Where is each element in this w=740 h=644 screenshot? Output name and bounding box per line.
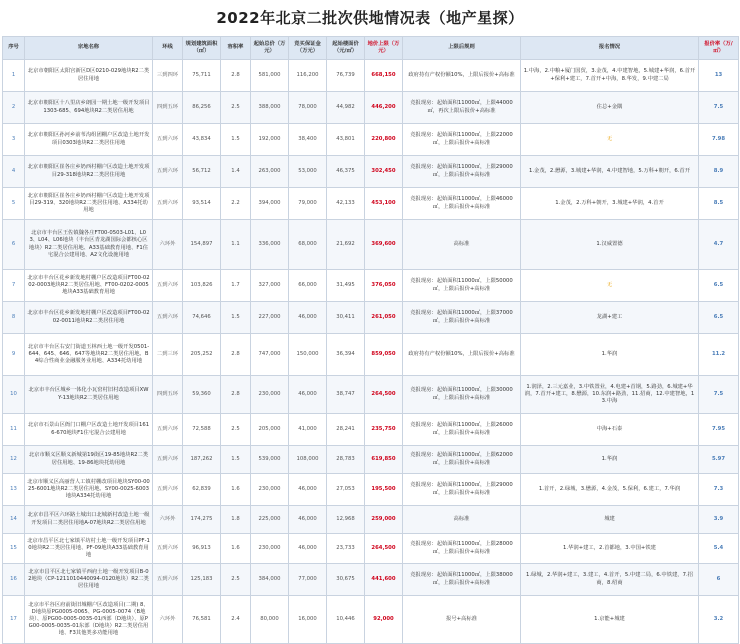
cell-floor: 7.5 bbox=[699, 92, 739, 124]
table-row bbox=[3, 446, 739, 474]
cell-rule: 竞报现房：起始面积11000㎡，上限29000㎡，上限后报价+高标准 bbox=[403, 156, 521, 188]
cell-deposit: 150,000 bbox=[289, 334, 327, 376]
cell-index: 13 bbox=[3, 474, 25, 506]
cell-floor: 6.5 bbox=[699, 270, 739, 302]
cell-index: 4 bbox=[3, 156, 25, 188]
cell-far: 1.5 bbox=[221, 446, 251, 474]
cell-floor: 13 bbox=[699, 60, 739, 92]
cell-price: 384,000 bbox=[251, 564, 289, 596]
cell-price: 227,000 bbox=[251, 302, 289, 334]
cell-area: 74,646 bbox=[183, 302, 221, 334]
cell-unit: 27,053 bbox=[327, 474, 365, 506]
cell-price: 230,000 bbox=[251, 376, 289, 414]
table-row bbox=[3, 334, 739, 376]
land-supply-table bbox=[2, 36, 739, 644]
header-price: 起始总价（万元） bbox=[251, 37, 289, 60]
cell-floor: 3.9 bbox=[699, 506, 739, 534]
cell-rule: 竞报现房：起始面积11000㎡，上限30000㎡，上限后报价+高标准 bbox=[403, 376, 521, 414]
page-title: 2022年北京二批次供地情况表（地产星探） bbox=[216, 9, 524, 27]
cell-area: 76,581 bbox=[183, 596, 221, 644]
cell-far: 1.7 bbox=[221, 270, 251, 302]
cell-rule: 竞报现房：起始面积11000㎡，上限37000㎡，上限后报价+高标准 bbox=[403, 302, 521, 334]
cell-cap: 259,000 bbox=[365, 506, 403, 534]
cell-bids: 1.华润+建工，2.首都地，3.中国+铁建 bbox=[521, 534, 699, 564]
cell-rule: 竞报现房：起始面积11000㎡，上限50000㎡，上限后报价+高标准 bbox=[403, 270, 521, 302]
header-bids: 报名情况 bbox=[521, 37, 699, 60]
cell-far: 1.5 bbox=[221, 124, 251, 156]
table-row bbox=[3, 270, 739, 302]
cell-unit: 38,747 bbox=[327, 376, 365, 414]
cell-name: 北京市朝阳区十八里店乡朗园一期土地一级开发项目1303-685、694地块R2二类居住用地 bbox=[25, 92, 153, 124]
cell-deposit: 46,000 bbox=[289, 474, 327, 506]
cell-deposit: 46,000 bbox=[289, 376, 327, 414]
cell-far: 1.6 bbox=[221, 534, 251, 564]
cell-deposit: 38,400 bbox=[289, 124, 327, 156]
cell-unit: 31,495 bbox=[327, 270, 365, 302]
cell-ring: 四到五环 bbox=[153, 92, 183, 124]
cell-price: 205,000 bbox=[251, 414, 289, 446]
cell-unit: 42,133 bbox=[327, 188, 365, 220]
cell-price: 225,000 bbox=[251, 506, 289, 534]
cell-name: 北京市丰台区城乡一体化小瓦窑村旧村改造项目XWY-13地块R2二类居住用地 bbox=[25, 376, 153, 414]
cell-name: 北京市昌平区六环路土城出口北城新村改造土地一级开发项目二类居住用地A-07地块R2二类居住用地 bbox=[25, 506, 153, 534]
table-header-row bbox=[3, 37, 739, 60]
cell-bids: 1.中海，2.中粮+厦门国贸，3.金茂，4.中建智地，5.城建+华润，6.首开+保利+建工，7.首开+中海，8.华发，9.中建二局 bbox=[521, 60, 699, 92]
cell-far: 2.8 bbox=[221, 376, 251, 414]
cell-area: 56,712 bbox=[183, 156, 221, 188]
header-ring: 环线 bbox=[153, 37, 183, 60]
cell-ring: 六环外 bbox=[153, 506, 183, 534]
cell-area: 125,183 bbox=[183, 564, 221, 596]
cell-bids: 1.金茂，2.懋源，3.城建+华润，4.中建智地，5.万科+朝开，6.首开 bbox=[521, 156, 699, 188]
cell-floor: 11.2 bbox=[699, 334, 739, 376]
cell-ring: 五到六环 bbox=[153, 188, 183, 220]
cell-area: 96,913 bbox=[183, 534, 221, 564]
cell-bids: 1.京能+城建 bbox=[521, 596, 699, 644]
cell-name: 北京市昌平区北七家镇平西府土地一级开发项目B-02地块（CP-1211010440094-0120地块）R2二类居住用地 bbox=[25, 564, 153, 596]
cell-area: 59,360 bbox=[183, 376, 221, 414]
cell-unit: 36,394 bbox=[327, 334, 365, 376]
cell-far: 1.4 bbox=[221, 156, 251, 188]
cell-rule: 竞报现房：起始面积11000㎡，上限46000㎡，上限后报价+高标准 bbox=[403, 188, 521, 220]
cell-deposit: 68,000 bbox=[289, 220, 327, 270]
cell-bids: 中海+石泰 bbox=[521, 414, 699, 446]
cell-floor: 7.3 bbox=[699, 474, 739, 506]
cell-floor: 6.5 bbox=[699, 302, 739, 334]
cell-far: 1.5 bbox=[221, 302, 251, 334]
cell-deposit: 108,000 bbox=[289, 446, 327, 474]
cell-ring: 五到六环 bbox=[153, 534, 183, 564]
cell-cap: 668,150 bbox=[365, 60, 403, 92]
cell-area: 72,588 bbox=[183, 414, 221, 446]
cell-ring: 五到六环 bbox=[153, 414, 183, 446]
cell-bids: 1.首开，2.绿城，3.懋源，4.金茂，5.保利，6.建工，7.华润 bbox=[521, 474, 699, 506]
header-unit: 起始楼面价（元/㎡） bbox=[327, 37, 365, 60]
cell-far: 2.4 bbox=[221, 596, 251, 644]
cell-index: 9 bbox=[3, 334, 25, 376]
cell-index: 1 bbox=[3, 60, 25, 92]
cell-bids: 1.汉威置德 bbox=[521, 220, 699, 270]
cell-price: 539,000 bbox=[251, 446, 289, 474]
cell-bids: 无 bbox=[521, 124, 699, 156]
table-body bbox=[3, 60, 739, 644]
cell-far: 2.8 bbox=[221, 60, 251, 92]
cell-bids: 1.华润 bbox=[521, 334, 699, 376]
cell-unit: 23,733 bbox=[327, 534, 365, 564]
cell-area: 62,839 bbox=[183, 474, 221, 506]
cell-unit: 21,692 bbox=[327, 220, 365, 270]
header-deposit: 竞买保证金（万元） bbox=[289, 37, 327, 60]
cell-floor: 3.2 bbox=[699, 596, 739, 644]
cell-index: 8 bbox=[3, 302, 25, 334]
cell-price: 80,000 bbox=[251, 596, 289, 644]
table-row bbox=[3, 376, 739, 414]
cell-price: 388,000 bbox=[251, 92, 289, 124]
cell-ring: 五到六环 bbox=[153, 474, 183, 506]
cell-cap: 619,850 bbox=[365, 446, 403, 474]
cell-ring: 五到六环 bbox=[153, 156, 183, 188]
cell-ring: 五到六环 bbox=[153, 564, 183, 596]
header-cap: 地价上限（万元） bbox=[365, 37, 403, 60]
cell-price: 192,000 bbox=[251, 124, 289, 156]
cell-cap: 376,050 bbox=[365, 270, 403, 302]
cell-unit: 44,982 bbox=[327, 92, 365, 124]
cell-bids: 城建 bbox=[521, 506, 699, 534]
cell-cap: 220,800 bbox=[365, 124, 403, 156]
cell-name: 北京市丰台区花乡新发地村棚户区改造项目FT00-0202-0011地块R2二类居住用地 bbox=[25, 302, 153, 334]
table-row bbox=[3, 60, 739, 92]
cell-cap: 441,600 bbox=[365, 564, 403, 596]
cell-area: 93,514 bbox=[183, 188, 221, 220]
cell-deposit: 46,000 bbox=[289, 302, 327, 334]
cell-unit: 28,241 bbox=[327, 414, 365, 446]
cell-price: 263,000 bbox=[251, 156, 289, 188]
cell-far: 2.2 bbox=[221, 188, 251, 220]
cell-rule: 政府持有产权份额10%，上限后报价+高标准 bbox=[403, 334, 521, 376]
cell-cap: 264,500 bbox=[365, 376, 403, 414]
cell-floor: 7.98 bbox=[699, 124, 739, 156]
table-row bbox=[3, 414, 739, 446]
cell-deposit: 46,000 bbox=[289, 534, 327, 564]
cell-floor: 5.97 bbox=[699, 446, 739, 474]
cell-unit: 76,739 bbox=[327, 60, 365, 92]
cell-index: 6 bbox=[3, 220, 25, 270]
header-far: 容积率 bbox=[221, 37, 251, 60]
cell-rule: 竞报现房：起始面积11000㎡，上限28000㎡，上限后报价+高标准 bbox=[403, 534, 521, 564]
cell-ring: 五到六环 bbox=[153, 270, 183, 302]
cell-area: 75,711 bbox=[183, 60, 221, 92]
table-row bbox=[3, 596, 739, 644]
cell-rule: 竞报现房：起始面积11000㎡，上限38000㎡，上限后报价+高标准 bbox=[403, 564, 521, 596]
cell-bids: 龙湖+建工 bbox=[521, 302, 699, 334]
cell-price: 230,000 bbox=[251, 474, 289, 506]
cell-index: 12 bbox=[3, 446, 25, 474]
cell-index: 2 bbox=[3, 92, 25, 124]
cell-deposit: 46,000 bbox=[289, 506, 327, 534]
cell-area: 43,834 bbox=[183, 124, 221, 156]
table-row bbox=[3, 564, 739, 596]
cell-deposit: 79,000 bbox=[289, 188, 327, 220]
cell-unit: 30,411 bbox=[327, 302, 365, 334]
cell-far: 2.5 bbox=[221, 414, 251, 446]
table-row bbox=[3, 188, 739, 220]
table-row bbox=[3, 92, 739, 124]
cell-cap: 369,600 bbox=[365, 220, 403, 270]
table-row bbox=[3, 124, 739, 156]
cell-rule: 高标准 bbox=[403, 220, 521, 270]
cell-name: 北京市朝阳区崔各庄乡奶西村棚户区改造土地开发项目29-319、320地块R2二类居住用地、A334托幼用地 bbox=[25, 188, 153, 220]
cell-rule: 政府持有产权份额10%，上限后报价+高标准 bbox=[403, 60, 521, 92]
cell-floor: 7.5 bbox=[699, 376, 739, 414]
cell-deposit: 78,000 bbox=[289, 92, 327, 124]
header-name: 宗地名称 bbox=[25, 37, 153, 60]
cell-index: 10 bbox=[3, 376, 25, 414]
cell-bids: 住总+金隅 bbox=[521, 92, 699, 124]
cell-deposit: 66,000 bbox=[289, 270, 327, 302]
cell-rule: 竞报现房：起始面积11000㎡，上限29000㎡，上限后报价+高标准 bbox=[403, 474, 521, 506]
cell-far: 1.6 bbox=[221, 474, 251, 506]
cell-cap: 195,500 bbox=[365, 474, 403, 506]
cell-unit: 43,801 bbox=[327, 124, 365, 156]
cell-far: 2.8 bbox=[221, 334, 251, 376]
cell-floor: 8.5 bbox=[699, 188, 739, 220]
cell-deposit: 116,200 bbox=[289, 60, 327, 92]
cell-rule: 高标准 bbox=[403, 506, 521, 534]
cell-ring: 五到六环 bbox=[153, 124, 183, 156]
cell-area: 174,275 bbox=[183, 506, 221, 534]
cell-name: 北京市顺义区高丽营人工镇村棚改项目地块SY00-0025-6001地块R2二类居住用地、SY00-0025-6003地块A334托幼用地 bbox=[25, 474, 153, 506]
cell-area: 103,826 bbox=[183, 270, 221, 302]
cell-ring: 二到三环 bbox=[153, 334, 183, 376]
cell-area: 154,897 bbox=[183, 220, 221, 270]
cell-price: 747,000 bbox=[251, 334, 289, 376]
cell-cap: 446,200 bbox=[365, 92, 403, 124]
cell-price: 230,000 bbox=[251, 534, 289, 564]
table-row bbox=[3, 156, 739, 188]
cell-floor: 6 bbox=[699, 564, 739, 596]
cell-unit: 12,968 bbox=[327, 506, 365, 534]
cell-price: 581,000 bbox=[251, 60, 289, 92]
cell-name: 北京市丰台区王佐镇魏各庄FT00-0503-L01、L03、L04、L06地块（丰台区青龙湖国际会都核心区地块）R2二类居住用地、A33基础教育用地、F1住宅混合公建用地、A2文化设施用地 bbox=[25, 220, 153, 270]
cell-name: 北京市石景山区衙门口棚户区改造土地开发项目1616-670地块F1住宅混合公建用地 bbox=[25, 414, 153, 446]
header-rule: 上限后规则 bbox=[403, 37, 521, 60]
cell-name: 北京市平谷区府前街旧城棚户区改造项目(二期) 8、D地块原PG0005-0065、PG-0005-0074（B地块）、原PG00-0005-0035-01西部（D地块）、原PG00-0005-0035-01东部（D地块）R2二类居住用地、F3其他类多功能用地 bbox=[25, 596, 153, 644]
cell-unit: 28,783 bbox=[327, 446, 365, 474]
cell-area: 205,252 bbox=[183, 334, 221, 376]
header-area: 规划建筑面积（㎡） bbox=[183, 37, 221, 60]
cell-unit: 10,446 bbox=[327, 596, 365, 644]
cell-price: 336,000 bbox=[251, 220, 289, 270]
cell-name: 北京市朝阳区太阳宫新区D区0210-029地块R2二类居住用地 bbox=[25, 60, 153, 92]
cell-cap: 235,750 bbox=[365, 414, 403, 446]
cell-index: 3 bbox=[3, 124, 25, 156]
cell-cap: 264,500 bbox=[365, 534, 403, 564]
cell-bids: 1.华润 bbox=[521, 446, 699, 474]
cell-cap: 92,000 bbox=[365, 596, 403, 644]
cell-floor: 4.7 bbox=[699, 220, 739, 270]
cell-unit: 46,375 bbox=[327, 156, 365, 188]
cell-name: 北京市昌平区北七家镇平坊村土地一级开发项目PF-10地块R2二类居住用地、PF-09地块A33基础教育用地 bbox=[25, 534, 153, 564]
cell-ring: 五到六环 bbox=[153, 446, 183, 474]
table-row bbox=[3, 534, 739, 564]
cell-name: 北京市丰台区右安门街道玉林西土地一级开发0501-644、645、646、647等地块R2二类居住用地、B4综合性商业金融服务业用地、A334托幼用地 bbox=[25, 334, 153, 376]
cell-floor: 5.4 bbox=[699, 534, 739, 564]
cell-ring: 三到四环 bbox=[153, 60, 183, 92]
cell-rule: 竞报现房：起始面积11000㎡，上限22000㎡，上限后报价+高标准 bbox=[403, 124, 521, 156]
cell-index: 16 bbox=[3, 564, 25, 596]
cell-bids: 无 bbox=[521, 270, 699, 302]
header-floor: 报价率（万/㎡） bbox=[699, 37, 739, 60]
table-row bbox=[3, 302, 739, 334]
cell-name: 北京市丰台区花乡新发地村棚户区改造项目FT00-0202-0003地块R2二类居住用地、FT00-0202-0005地块A33基础教育用地 bbox=[25, 270, 153, 302]
cell-area: 187,262 bbox=[183, 446, 221, 474]
cell-ring: 四到五环 bbox=[153, 376, 183, 414]
cell-index: 5 bbox=[3, 188, 25, 220]
cell-name: 北京市朝阳区崔各庄乡奶西村棚户区改造土地开发项目29-318地块R2二类居住用地 bbox=[25, 156, 153, 188]
cell-index: 11 bbox=[3, 414, 25, 446]
header-index: 序号 bbox=[3, 37, 25, 60]
cell-name: 北京市顺义区顺义新城第19街区19-85地块R2二类居住用地、19-86地块托幼用地 bbox=[25, 446, 153, 474]
cell-rule: 竞报现房：起始面积11000㎡，上限26000㎡，上限后报价+高标准 bbox=[403, 414, 521, 446]
cell-bids: 1.金茂，2.万科+朝开，3.城建+华润，4.首开 bbox=[521, 188, 699, 220]
cell-index: 7 bbox=[3, 270, 25, 302]
table-row bbox=[3, 506, 739, 534]
cell-area: 86,256 bbox=[183, 92, 221, 124]
cell-deposit: 41,000 bbox=[289, 414, 327, 446]
cell-name: 北京市朝阳区孙河乡前苇沟组团棚户区改造土地开发项目0303地块R2二类居住用地 bbox=[25, 124, 153, 156]
cell-rule: 报号+高标准 bbox=[403, 596, 521, 644]
cell-ring: 五到六环 bbox=[153, 302, 183, 334]
table-row bbox=[3, 220, 739, 270]
cell-bids: 1.润泽，2.三元嘉业，3.中铁置业，4.电建+首钢，5.路劲，6.城建+华润，7.首开+建工，8.懋源，10.东润+路劲，11.招商，12.中建智地，13.中海 bbox=[521, 376, 699, 414]
cell-price: 394,000 bbox=[251, 188, 289, 220]
cell-far: 2.5 bbox=[221, 92, 251, 124]
cell-cap: 261,050 bbox=[365, 302, 403, 334]
cell-rule: 竞报现房：起始面积11000㎡，上限44000㎡，再次上限后报价+高标准 bbox=[403, 92, 521, 124]
cell-floor: 8.9 bbox=[699, 156, 739, 188]
cell-deposit: 77,000 bbox=[289, 564, 327, 596]
cell-index: 17 bbox=[3, 596, 25, 644]
cell-index: 15 bbox=[3, 534, 25, 564]
cell-bids: 1.绿城，2.华润+建工，3.建工，4.首开，5.中建二局，6.中铁建，7.招商，8.绍商 bbox=[521, 564, 699, 596]
cell-cap: 859,050 bbox=[365, 334, 403, 376]
cell-floor: 7.95 bbox=[699, 414, 739, 446]
cell-rule: 竞报现房：起始面积11000㎡，上限62000㎡，上限后报价+高标准 bbox=[403, 446, 521, 474]
cell-index: 14 bbox=[3, 506, 25, 534]
cell-price: 327,000 bbox=[251, 270, 289, 302]
table-row bbox=[3, 474, 739, 506]
cell-cap: 453,100 bbox=[365, 188, 403, 220]
cell-cap: 302,450 bbox=[365, 156, 403, 188]
cell-deposit: 53,000 bbox=[289, 156, 327, 188]
cell-far: 1.1 bbox=[221, 220, 251, 270]
cell-unit: 30,675 bbox=[327, 564, 365, 596]
cell-ring: 六环外 bbox=[153, 596, 183, 644]
cell-deposit: 16,000 bbox=[289, 596, 327, 644]
cell-far: 1.8 bbox=[221, 506, 251, 534]
cell-ring: 六环外 bbox=[153, 220, 183, 270]
cell-far: 2.5 bbox=[221, 564, 251, 596]
